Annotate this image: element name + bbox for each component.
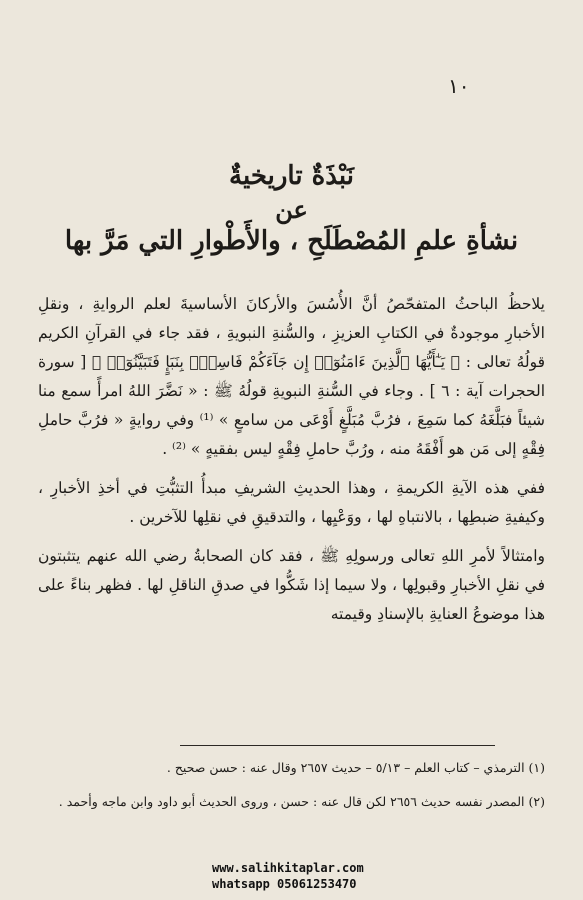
stamp-whatsapp: whatsapp 05061253470	[212, 877, 357, 891]
body-paragraph: وامتثالاً لأمرِ اللهِ تعالى ورسولِهِ ﷺ ، فقد كان الصحابةُ رضي الله عنهم يتثبتون في نقلِ الأخبارِ وقبولِها ، ولا سيما إذا شَكُّوا في صدقِ الناقلِ لها . فظهر بناءً على هذا موضوعُ العنايةِ بالإسنادِ وقيمته	[38, 547, 545, 623]
seller-stamp	[212, 860, 402, 892]
heading-line-2: عن	[275, 194, 308, 224]
body-paragraph: يلاحظُ الباحثُ المتفحّصُ أنَّ الأُسُسَ والأركانَ الأساسيةَ لعلم الروايةِ ، ونقلِ الأخبارِ موجودةٌ في الكتابِ العزيزِ ، والسُّنةِ النبويةِ ، فقد جاء في القرآنِ الكريم قولُهُ تعالى : ﴿ يَـٰٓأَيُّهَا ٱلَّذِينَ ءَامَنُوٓا۟ إِن جَآءَكُمْ فَاسِقٌۢ بِنَبَإٍ فَتَبَيَّنُوٓا۟ ﴾ [ سورة الحجرات آية : ٦ ] . وجاء في السُّنةِ النبويةِ قولُهُ ﷺ : « نَضَّرَ اللهُ امرأً سمع منا شيئاً فبَلَّغَهُ كما سَمِعَ ، فرُبَّ مُبَلَّغٍ أَوْعَى من سامعٍ » ⁽¹⁾ وفي روايةٍ « فرُبَّ حاملِ فِقْهٍ إلى مَن هو أَفْقَهُ منه ، ورُبَّ حاملِ فِقْهٍ ليس بفقيهٍ » ⁽²⁾ .	[38, 295, 545, 458]
heading-line-3: نشأةِ علمِ المُصْطَلَحِ ، والأَطْوارِ التي مَرَّ بها	[64, 225, 519, 256]
body-text	[38, 290, 545, 639]
footnote-2: (٢) المصدر نفسه حديث ٢٦٥٦ لكن قال عنه : حسن ، وروى الحديث أبو داود وابن ماجه وأحمد .	[58, 794, 545, 809]
heading-line-1: نَبْذَةٌ تاريخيةٌ	[229, 161, 354, 191]
chapter-heading	[40, 160, 543, 258]
footnote-1: (١) الترمذي – كتاب العلم – ٥/١٣ – حديث ٢٦٥٧ وقال عنه : حسن صحيح .	[166, 760, 545, 775]
page-number: ١٠	[448, 74, 470, 98]
stamp-website: www.salihkitaplar.com	[212, 861, 364, 875]
footnote-divider	[180, 745, 495, 746]
footnotes	[38, 756, 545, 824]
body-paragraph: ففي هذه الآيةِ الكريمةِ ، وهذا الحديثِ الشريفِ مبدأُ التثبُّتِ في أخذِ الأخبارِ ، وكيفيةِ ضبطِها ، بالانتباهِ لها ، ووَعْيِها ، والتدقيقِ في نقلِها للآخرين .	[38, 479, 545, 526]
